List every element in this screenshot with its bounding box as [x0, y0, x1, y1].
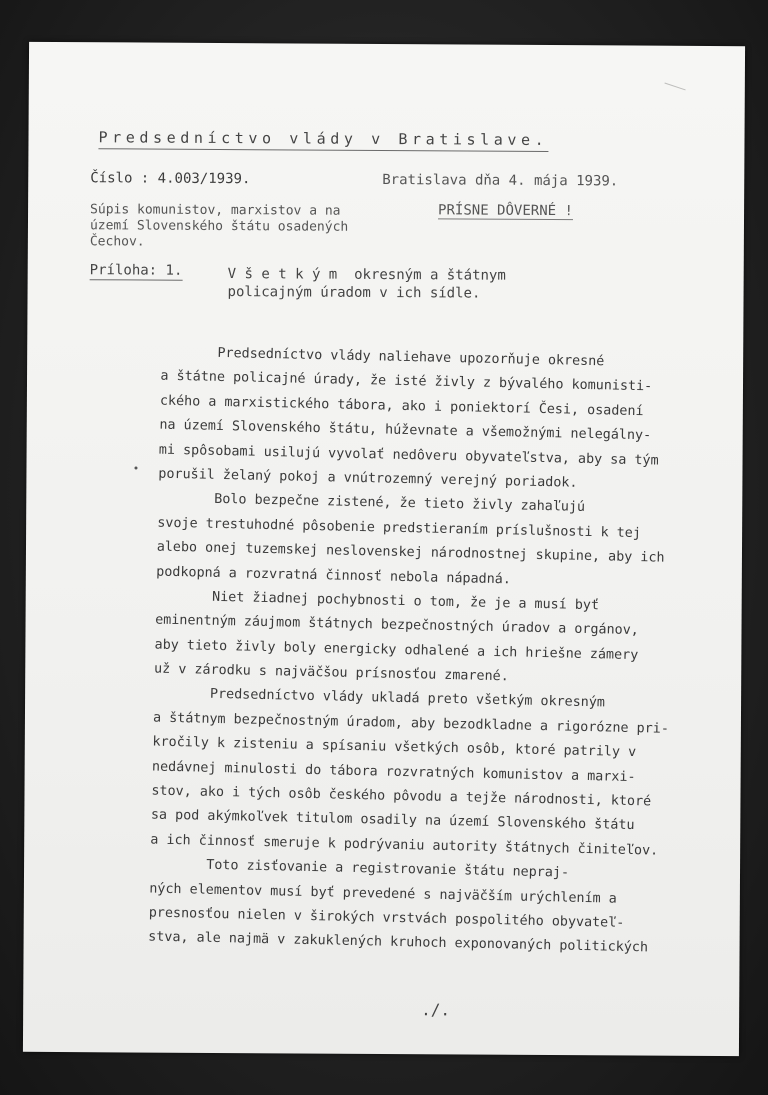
body-line: Niet žiadnej pochybnosti o tom, že je a musí byť [155, 588, 600, 614]
body-line: a štátne policajné úrady, že isté živly z bývalého komunisti- [160, 369, 653, 395]
addressee-block [228, 265, 506, 303]
body-line: už v zárodku s najväčšou prísnosťou zmarené. [153, 661, 509, 685]
body-line: a ich činnosť smeruje k podrývaniu autority štátnych činiteľov. [150, 832, 659, 859]
body-line: ných elementov musí byť prevedené s najväčším urýchlením a [149, 881, 617, 907]
body-line: stva, ale najmä v zakuklených kruhoch exponovaných politických [148, 929, 649, 956]
body-line: Predsedníctvo vlády ukladá preto všetkým okresným [153, 686, 606, 711]
body-line: eminentným záujmom štátnych bezpečnostných úradov a orgánov, [155, 612, 639, 639]
subject-line: Súpis komunistov, marxistov a na [90, 202, 341, 219]
body-line: ckého a marxistického tábora, ako i poniektorí Česi, osadení [159, 393, 644, 419]
body-line: aby tieto živly boly energicky odhalené a ich hriešne zámery [154, 637, 639, 663]
attachment-label: Príloha: 1. [89, 262, 183, 279]
body-line: Predsedníctvo vlády naliehave upozorňuje okresné [160, 344, 605, 370]
body-line: Toto zisťovanie a registrovanie štátu nepraj- [149, 856, 570, 881]
subject-line: Čechov. [89, 234, 145, 250]
body-line: podkopná a rozvratná činnosť nebola nápadná. [156, 564, 512, 587]
body-line: mi spôsobami usilujú vyvolať nedôveru obyvateľstva, aby sa tým [158, 442, 659, 469]
body-line: sa pod akýmkoľvek titulom osadily na území Slovenského štátu [150, 807, 635, 834]
reference-number: Číslo : 4.003/1939. [90, 170, 251, 188]
subject-line: území Slovenského štátu osadených [89, 218, 349, 235]
body-line: svoje trestuhodné pôsobenie predstieraním príslušnosti k tej [157, 515, 642, 541]
body-line: a štátnym bezpečnostným úradom, aby bezodkladne a rigorózne pri- [152, 710, 670, 737]
body-line: presnosťou nielen v širokých vrstvách pospolitého obyvateľ- [148, 905, 625, 931]
body-line: nedávnej minulosti do tábora rozvratných komunistov a marxi- [151, 759, 636, 785]
body-line: alebo onej tuzemskej neslovenskej národnostnej skupine, aby ich [156, 539, 665, 566]
paper-scuff [662, 83, 686, 98]
body-line: na území Slovenského štátu, húževnate a všemožnými nelegálny- [159, 417, 652, 444]
body-text [148, 341, 677, 962]
body-line: Bolo bezpečne zistené, že tieto živly zahaľujú [157, 490, 586, 516]
continuation-mark: ./. [421, 1000, 451, 1020]
addressee-line: V š e t k ý m okresným a štátnym [227, 266, 506, 284]
margin-tick-mark [134, 466, 137, 469]
body-line: kročily k zisteniu a spísaniu všetkých osôb, ktoré patrily v [152, 734, 637, 761]
addressee-line: policajným úradom v ich sídle. [227, 284, 481, 302]
issuing-office-heading: Predsedníctvo vlády v Bratislave. [98, 128, 548, 152]
classification-stamp: PRÍSNE DÔVERNÉ ! [438, 202, 573, 220]
document-date: Bratislava dňa 4. mája 1939. [382, 171, 619, 190]
body-line: porušil želaný pokoj a vnútrozemný verejný poriadok. [158, 466, 578, 491]
body-line: stov, ako i tých osôb českého pôvodu a tejže národnosti, ktoré [151, 783, 652, 810]
subject-block [90, 202, 349, 252]
document-page [23, 42, 745, 1056]
